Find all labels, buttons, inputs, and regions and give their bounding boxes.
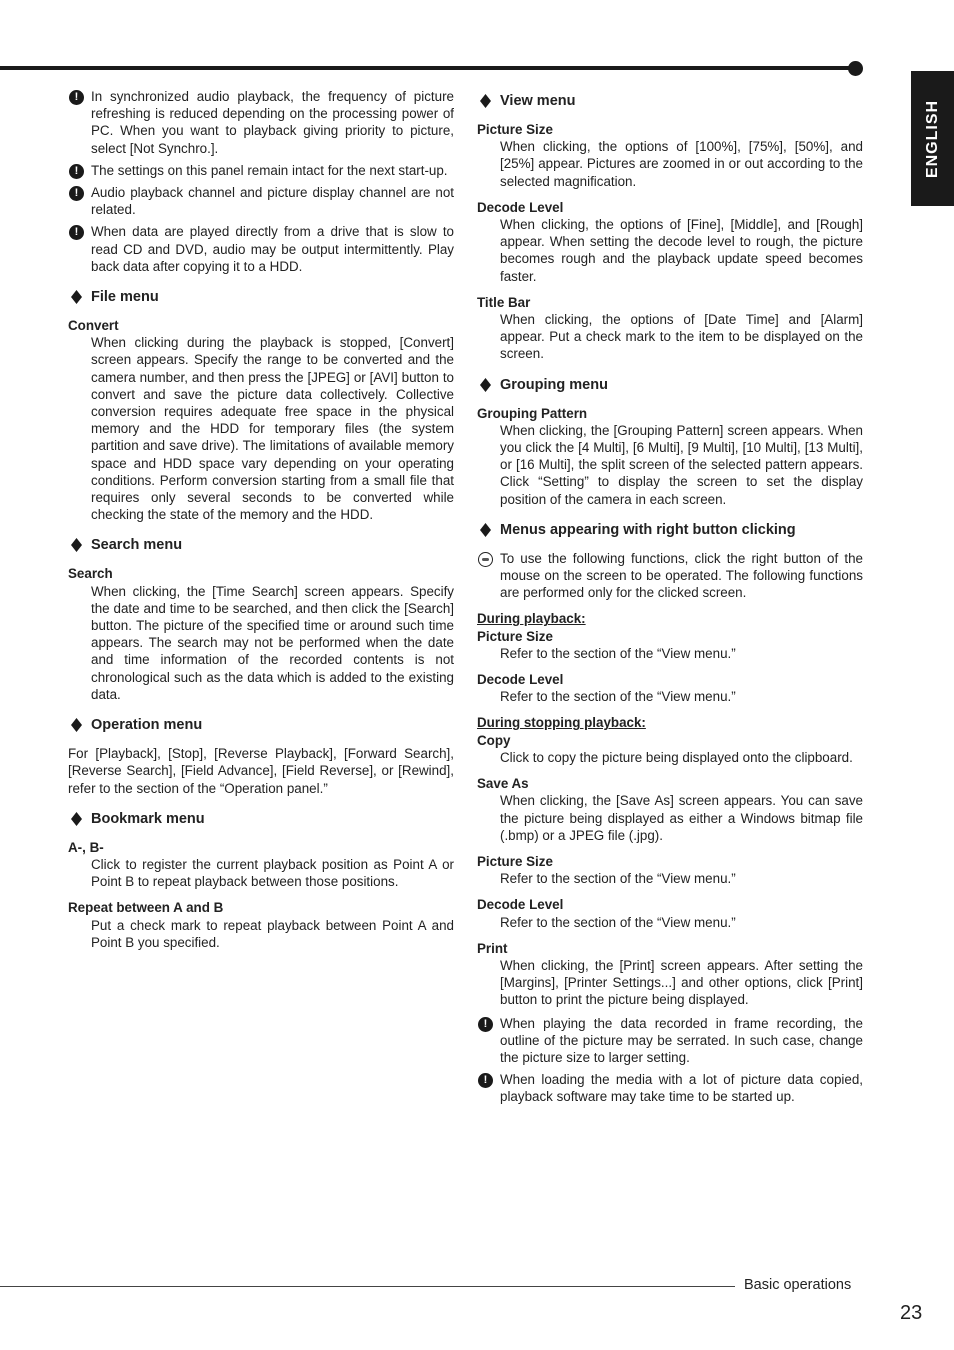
section-heading-right-click-menus: Menus appearing with right button clicking: [477, 521, 863, 539]
item-heading: Convert: [68, 318, 119, 334]
item-heading: Search: [68, 566, 113, 582]
item-body: Refer to the section of the “View menu.”: [500, 871, 736, 887]
diamond-bullet-icon: [480, 94, 491, 108]
paragraph: For [Playback], [Stop], [Reverse Playback], [Forward Search], [Reverse Search], [Field Advance], [Field Reverse], or [Rewind], refer to the section of the “Operation panel.”: [68, 746, 454, 796]
item-body: Refer to the section of the “View menu.”: [500, 645, 736, 661]
item-heading: A-, B-: [68, 839, 104, 855]
language-tab: [911, 71, 954, 206]
item-body: When clicking, the [Save As] screen appears. You can save the picture being displayed as either a Windows bitmap file (.bmp) or a JPEG file (.jpg).: [500, 793, 863, 843]
diamond-bullet-icon: [71, 538, 82, 552]
page-number: 23: [900, 1302, 923, 1324]
item-body: Put a check mark to repeat playback between Point A and Point B you specified.: [91, 917, 454, 950]
item-heading: Decode Level: [477, 199, 564, 215]
diamond-bullet-icon: [71, 718, 82, 732]
item-body: Click to copy the picture being displayed onto the clipboard.: [500, 749, 853, 765]
subsection-label: During playback:: [477, 611, 586, 627]
section-heading-grouping-menu: Grouping menu: [477, 376, 863, 394]
subsection-label: During stopping playback:: [477, 715, 646, 731]
info-note: To use the following functions, click the right button of the mouse on the screen to be operated. The following functions are performed only for the clicked screen.: [477, 550, 863, 602]
item-heading: Title Bar: [477, 294, 531, 310]
item-heading: Copy: [477, 732, 511, 748]
header-rule: [0, 66, 856, 70]
caution-note: ! When data are played directly from a drive that is slow to read CD and DVD, audio may be output intermittently. Play back data after copying it to a HDD.: [68, 223, 454, 275]
caution-icon: !: [478, 1017, 493, 1032]
item-heading: Picture Size: [477, 628, 553, 644]
item-body: When clicking, the [Grouping Pattern] screen appears. When you click the [4 Multi], [6 Multi], [9 Multi], [10 Multi], [13 Multi], or [16 Multi], the split screen of the selected pattern appears. Click “Setting” to display the screen to set the display position of the camera in each screen.: [500, 422, 863, 507]
item-body: When clicking, the options of [100%], [75%], [50%], and [25%] appear. Pictures are zoomed in or out according to the selected magnification.: [500, 139, 863, 189]
item-heading: Decode Level: [477, 672, 564, 688]
item-heading: Grouping Pattern: [477, 405, 588, 421]
caution-icon: !: [69, 186, 84, 201]
caution-note: ! The settings on this panel remain intact for the next start-up.: [68, 162, 454, 179]
caution-icon: !: [69, 164, 84, 179]
item-heading: Picture Size: [477, 122, 553, 137]
memo-icon: [478, 552, 493, 567]
section-heading-file-menu: File menu: [68, 288, 454, 306]
language-tab-label: ENGLISH: [923, 99, 941, 178]
item-heading: Picture Size: [477, 853, 553, 869]
caution-note: ! When loading the media with a lot of picture data copied, playback software may take time to be started up.: [477, 1071, 863, 1105]
item-body: Refer to the section of the “View menu.”: [500, 689, 736, 705]
caution-note: ! Audio playback channel and picture display channel are not related.: [68, 184, 454, 218]
caution-note: ! In synchronized audio playback, the frequency of picture refreshing is reduced depending on the processing power of PC. When you want to playback giving priority to picture, select [Not Synchro.].: [68, 88, 454, 157]
left-column: [68, 88, 454, 951]
diamond-bullet-icon: [71, 812, 82, 826]
item-body: Click to register the current playback position as Point A or Point B to repeat playback between those positions.: [91, 856, 454, 890]
caution-icon: !: [69, 90, 84, 105]
diamond-bullet-icon: [480, 523, 491, 537]
item-heading: Print: [477, 940, 508, 956]
header-rule-dot: [848, 61, 863, 76]
item-body: When clicking, the [Time Search] screen appears. Specify the date and time to be searched, and then click the [Search] button. The picture of the specified time or around such time appears. The search may not be performed when the date and time information of the recorded contents is not chronological such as the data which is added to the existing data.: [91, 583, 454, 702]
section-heading-bookmark-menu: Bookmark menu: [68, 810, 454, 828]
section-heading-operation-menu: Operation menu: [68, 716, 454, 734]
item-body: When clicking, the options of [Fine], [Middle], and [Rough] appear. When setting the decode level to rough, the picture becomes rough and the playback update speed becomes faster.: [500, 217, 863, 284]
diamond-bullet-icon: [480, 378, 491, 392]
section-heading-search-menu: Search menu: [68, 536, 454, 554]
item-heading: Repeat between A and B: [68, 900, 224, 916]
footer-rule: [0, 1286, 735, 1287]
item-body: When clicking, the [Print] screen appears. After setting the [Margins], [Printer Settings...] and other options, click [Print] button to print the picture being displayed.: [500, 957, 863, 1008]
section-heading-view-menu: View menu: [477, 92, 863, 110]
caution-icon: !: [69, 225, 84, 240]
item-body: Refer to the section of the “View menu.”: [500, 914, 736, 930]
item-body: When clicking, the options of [Date Time] and [Alarm] appear. Put a check mark to the item to be displayed on the screen.: [500, 312, 863, 362]
caution-note: ! When playing the data recorded in frame recording, the outline of the picture may be serrated. In such case, change the picture size to larger setting.: [477, 1015, 863, 1067]
item-heading: Decode Level: [477, 897, 564, 913]
right-column: [477, 88, 863, 1111]
caution-icon: !: [478, 1073, 493, 1088]
footer-section-title: Basic operations: [744, 1277, 852, 1293]
item-heading: Save As: [477, 776, 529, 792]
diamond-bullet-icon: [71, 290, 82, 304]
item-body: When clicking during the playback is stopped, [Convert] screen appears. Specify the range to be converted and the camera number, and then press the [JPEG] or [AVI] button to convert and save the picture data collectively. Collective conversion requires adequate free space in the physical memory and the HDD for temporary files (the system partition and save drive). The limitations of available memory space and HDD space vary depending on your operating conditions. Perform conversion starting from a small file that requires only several seconds to be converted while checking the state of the memory and the HDD.: [91, 335, 454, 523]
